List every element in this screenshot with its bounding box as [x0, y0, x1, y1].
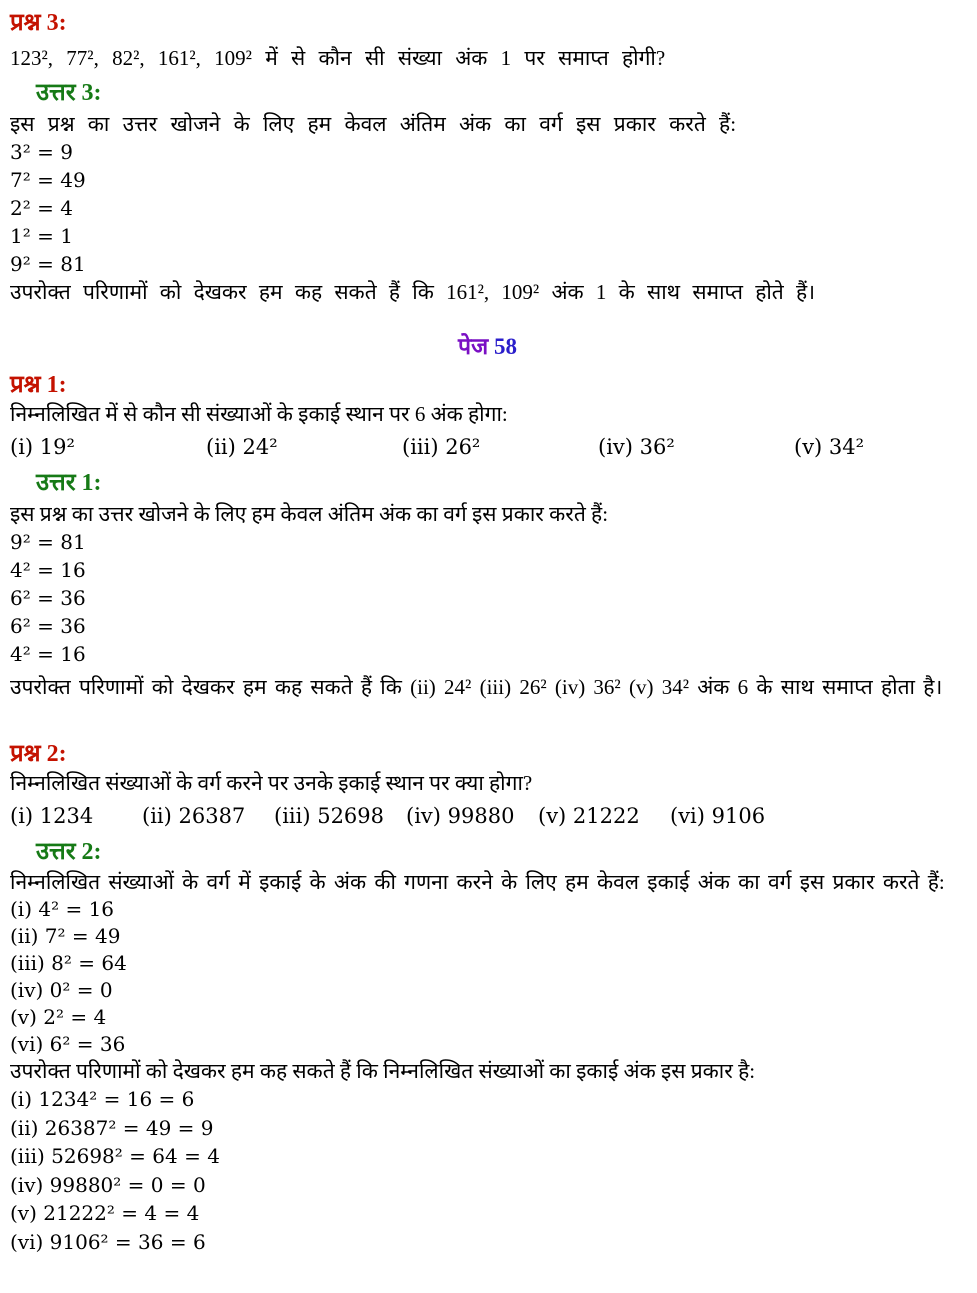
equation-line: 4² = 16 [10, 642, 86, 666]
equation-line: 6² = 36 [10, 614, 86, 638]
option-item: (v) 21222 [538, 804, 640, 828]
equation-line: (iv) 0² = 0 [10, 978, 113, 1002]
equation-line: 4² = 16 [10, 558, 86, 582]
option-item: (iii) 26² [402, 435, 481, 459]
equation-line: (i) 4² = 16 [10, 897, 115, 921]
option-item: (v) 34² [794, 435, 865, 459]
question-2-heading: प्रश्न 2: [10, 741, 67, 767]
answer-3-intro: इस प्रश्न का उत्तर खोजने के लिए हम केवल अंतिम अंक का वर्ग इस प्रकार करते हैं: [10, 112, 737, 136]
question-2-options [10, 801, 965, 831]
result-line: (ii) 26387² = 49 = 9 [10, 1115, 214, 1140]
equation-line: 3² = 9 [10, 140, 73, 164]
question-1-heading: प्रश्न 1: [10, 372, 67, 398]
option-item: (ii) 26387 [142, 804, 246, 828]
question-1-options [10, 432, 965, 462]
page-marker-number: 58 [493, 334, 517, 359]
question-3-section [10, 8, 965, 306]
answer-2-heading: उत्तर 2: [36, 839, 102, 865]
equation-line: 6² = 36 [10, 586, 86, 610]
option-item: (vi) 9106 [670, 804, 766, 828]
option-item: (ii) 24² [206, 435, 278, 459]
result-line: (iv) 99880² = 0 = 0 [10, 1172, 206, 1197]
page-marker-label: पेज [458, 334, 489, 359]
option-item: (i) 19² [10, 435, 75, 459]
equation-line: (vi) 6² = 36 [10, 1032, 126, 1056]
question-1-section [10, 370, 965, 703]
equation-line: 9² = 81 [10, 530, 86, 554]
equation-line: 9² = 81 [10, 252, 86, 276]
question-3-text: 123², 77², 82², 161², 109² में से कौन सी संख्या अंक 1 पर समाप्त होगी? [10, 46, 666, 70]
answer-3-heading: उत्तर 3: [36, 80, 102, 106]
equation-line: (iii) 8² = 64 [10, 951, 127, 975]
answer-1-heading: उत्तर 1: [36, 470, 102, 496]
equation-line: (ii) 7² = 49 [10, 924, 121, 948]
page-marker [10, 332, 965, 362]
result-line: (vi) 9106² = 36 = 6 [10, 1229, 206, 1254]
answer-2-intro: निम्नलिखित संख्याओं के वर्ग में इकाई के अंक की गणना करने के लिए हम केवल इकाई अंक का वर्ग इस प्रकार करते हैं: [10, 870, 945, 894]
answer-1-conclusion: उपरोक्त परिणामों को देखकर हम कह सकते हैं कि (ii) 24² (iii) 26² (iv) 36² (v) 34² अंक 6 के साथ समाप्त होता है। [10, 675, 943, 699]
question-2-text: निम्नलिखित संख्याओं के वर्ग करने पर उनके इकाई स्थान पर क्या होगा? [10, 771, 533, 795]
result-line: (i) 1234² = 16 = 6 [10, 1087, 195, 1111]
answer-1-intro: इस प्रश्न का उत्तर खोजने के लिए हम केवल अंतिम अंक का वर्ग इस प्रकार करते हैं: [10, 502, 609, 526]
answer-3-conclusion: उपरोक्त परिणामों को देखकर हम कह सकते हैं कि 161², 109² अंक 1 के साथ समाप्त होते हैं। [10, 280, 816, 304]
result-line: (iii) 52698² = 64 = 4 [10, 1144, 220, 1168]
question-3-heading: प्रश्न 3: [10, 10, 67, 36]
equation-line: (v) 2² = 4 [10, 1005, 107, 1029]
answer-2-conclusion: उपरोक्त परिणामों को देखकर हम कह सकते हैं कि निम्नलिखित संख्याओं का इकाई अंक इस प्रकार है: [10, 1059, 756, 1083]
option-item: (iv) 36² [598, 435, 675, 459]
option-item: (iii) 52698 [274, 804, 385, 828]
question-2-section [10, 739, 965, 1256]
equation-line: 2² = 4 [10, 196, 73, 220]
equation-line: 7² = 49 [10, 168, 86, 192]
option-item: (i) 1234 [10, 804, 94, 828]
option-item: (iv) 99880 [406, 804, 515, 828]
result-line: (v) 21222² = 4 = 4 [10, 1201, 200, 1225]
question-1-text: निम्नलिखित में से कौन सी संख्याओं के इकाई स्थान पर 6 अंक होगा: [10, 402, 508, 426]
equation-line: 1² = 1 [10, 224, 73, 248]
